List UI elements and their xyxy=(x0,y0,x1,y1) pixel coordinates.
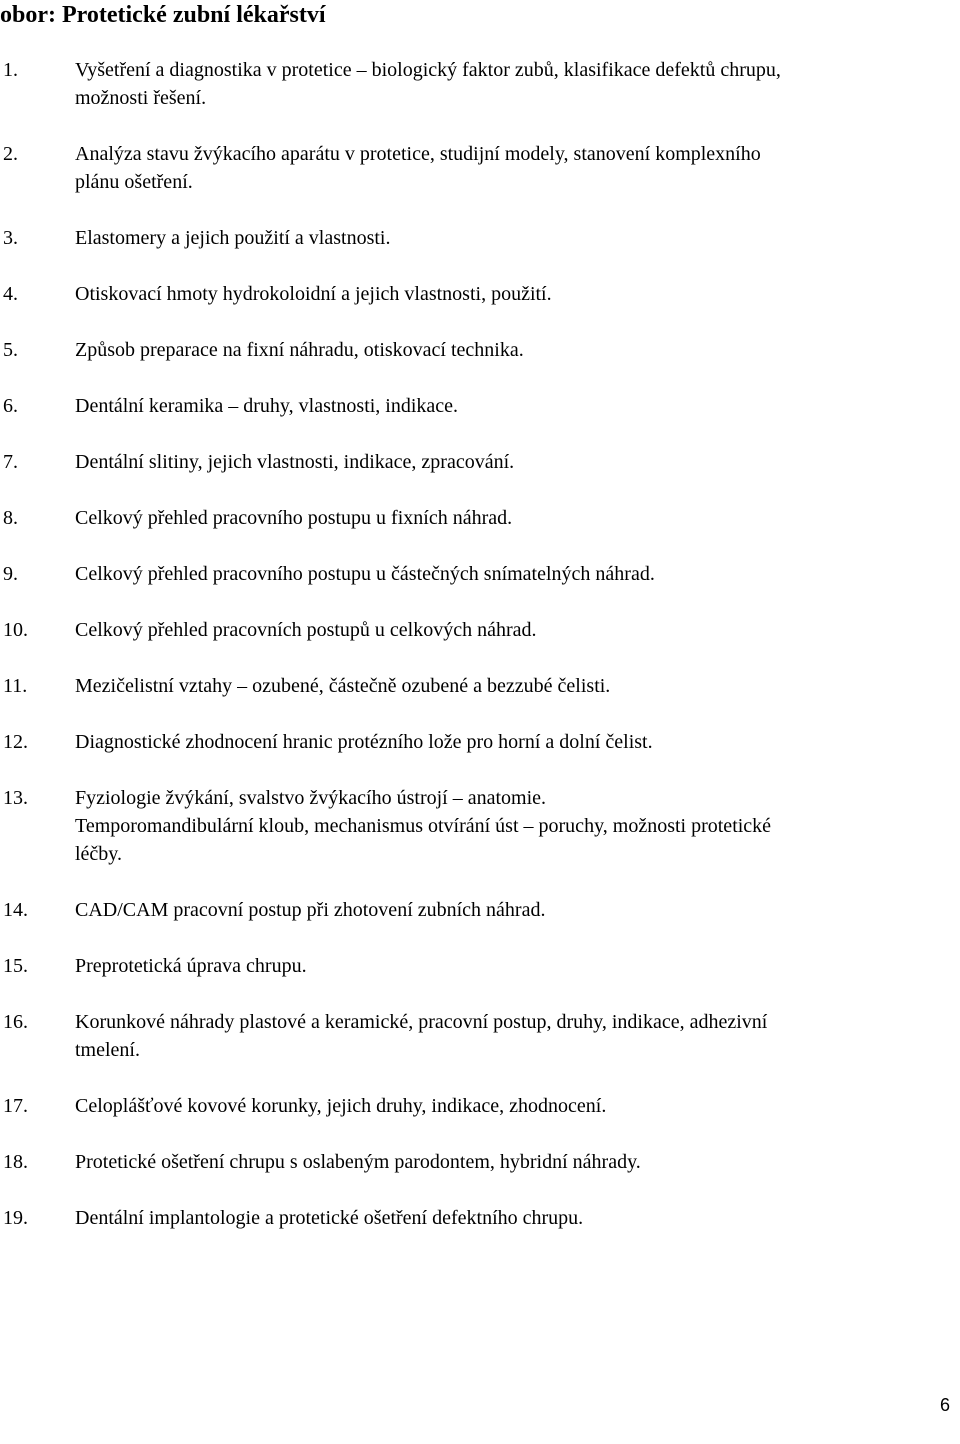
list-item-text xyxy=(75,448,960,476)
list-item xyxy=(0,1148,960,1176)
list-item-number: 14. xyxy=(3,899,28,921)
list-item-line: Diagnostické zhodnocení hranic protézního lože pro horní a dolní čelist. xyxy=(75,731,653,753)
list-item-line: Otiskovací hmoty hydrokoloidní a jejich vlastnosti, použití. xyxy=(75,283,552,305)
list-item xyxy=(0,952,960,980)
list-item-text xyxy=(75,140,960,196)
list-item-number: 8. xyxy=(3,507,18,529)
list-item-number: 15. xyxy=(3,955,28,977)
list-item-number: 7. xyxy=(3,451,18,473)
list-item-number: 5. xyxy=(3,339,18,361)
list-item-line: tmelení. xyxy=(75,1039,140,1061)
list-item-number: 18. xyxy=(3,1151,28,1173)
list-item xyxy=(0,896,960,924)
list-item-text xyxy=(75,1008,960,1064)
list-item xyxy=(0,140,960,196)
list-item-line: Analýza stavu žvýkacího aparátu v protetice, studijní modely, stanovení komplexního xyxy=(75,143,761,165)
list-item-text xyxy=(75,504,960,532)
list-item-number: 3. xyxy=(3,227,18,249)
list-item-number: 17. xyxy=(3,1095,28,1117)
list-item-text xyxy=(75,1092,960,1120)
list-item-line: Celkový přehled pracovních postupů u celkových náhrad. xyxy=(75,619,537,641)
list-item-number: 4. xyxy=(3,283,18,305)
list-item-number: 19. xyxy=(3,1207,28,1229)
list-item-line: Dentální implantologie a protetické ošetření defektního chrupu. xyxy=(75,1207,584,1229)
list-item xyxy=(0,336,960,364)
list-item-text xyxy=(75,672,960,700)
list-item-text xyxy=(75,1204,960,1232)
list-item xyxy=(0,448,960,476)
list-item-text xyxy=(75,728,960,756)
page-number: 6 xyxy=(939,1395,950,1415)
list-item-number: 12. xyxy=(3,731,28,753)
list-item-line: Elastomery a jejich použití a vlastnosti. xyxy=(75,227,391,249)
list-item-text xyxy=(75,616,960,644)
list-item-number: 11. xyxy=(3,675,28,697)
list-item xyxy=(0,728,960,756)
list-item-line: Korunkové náhrady plastové a keramické, pracovní postup, druhy, indikace, adhezivní xyxy=(75,1011,768,1033)
list-item-text xyxy=(75,952,960,980)
list-item-line: možnosti řešení. xyxy=(75,87,207,109)
list-item-line: Celkový přehled pracovního postupu u fixních náhrad. xyxy=(75,507,513,529)
list-item xyxy=(0,224,960,252)
list-item-text xyxy=(75,224,960,252)
list-item xyxy=(0,784,960,868)
list-item-line: Protetické ošetření chrupu s oslabeným parodontem, hybridní náhrady. xyxy=(75,1151,641,1173)
topic-list xyxy=(0,56,960,1260)
page-heading: obor: Protetické zubní lékařství xyxy=(0,2,326,28)
list-item-text xyxy=(75,784,960,868)
list-item-line: CAD/CAM pracovní postup při zhotovení zubních náhrad. xyxy=(75,899,546,921)
list-item-text xyxy=(75,280,960,308)
list-item xyxy=(0,504,960,532)
list-item xyxy=(0,1204,960,1232)
list-item-line: plánu ošetření. xyxy=(75,171,193,193)
list-item-text xyxy=(75,1148,960,1176)
list-item-line: Dentální slitiny, jejich vlastnosti, indikace, zpracování. xyxy=(75,451,515,473)
list-item xyxy=(0,280,960,308)
list-item-line: Celkový přehled pracovního postupu u částečných snímatelných náhrad. xyxy=(75,563,655,585)
list-item-line: Vyšetření a diagnostika v protetice – biologický faktor zubů, klasifikace defektů chrupu, xyxy=(75,59,781,81)
list-item xyxy=(0,56,960,112)
list-item-line: Temporomandibulární kloub, mechanismus otvírání úst – poruchy, možnosti protetické xyxy=(75,815,772,837)
list-item-number: 10. xyxy=(3,619,28,641)
list-item-line: léčby. xyxy=(75,843,123,865)
list-item-number: 6. xyxy=(3,395,18,417)
list-item-text xyxy=(75,56,960,112)
list-item-number: 13. xyxy=(3,787,28,809)
list-item xyxy=(0,672,960,700)
list-item-number: 9. xyxy=(3,563,18,585)
list-item xyxy=(0,1008,960,1064)
list-item-line: Způsob preparace na fixní náhradu, otiskovací technika. xyxy=(75,339,524,361)
list-item-line: Celoplášťové kovové korunky, jejich druhy, indikace, zhodnocení. xyxy=(75,1095,607,1117)
list-item-line: Fyziologie žvýkání, svalstvo žvýkacího ústrojí – anatomie. xyxy=(75,787,547,809)
list-item xyxy=(0,616,960,644)
list-item-text xyxy=(75,560,960,588)
list-item-number: 2. xyxy=(3,143,18,165)
list-item-text xyxy=(75,896,960,924)
list-item-text xyxy=(75,392,960,420)
list-item xyxy=(0,1092,960,1120)
list-item-line: Mezičelistní vztahy – ozubené, částečně ozubené a bezzubé čelisti. xyxy=(75,675,611,697)
list-item-text xyxy=(75,336,960,364)
list-item-line: Preprotetická úprava chrupu. xyxy=(75,955,307,977)
list-item xyxy=(0,560,960,588)
list-item-line: Dentální keramika – druhy, vlastnosti, indikace. xyxy=(75,395,459,417)
list-item xyxy=(0,392,960,420)
list-item-number: 1. xyxy=(3,59,18,81)
list-item-number: 16. xyxy=(3,1011,28,1033)
